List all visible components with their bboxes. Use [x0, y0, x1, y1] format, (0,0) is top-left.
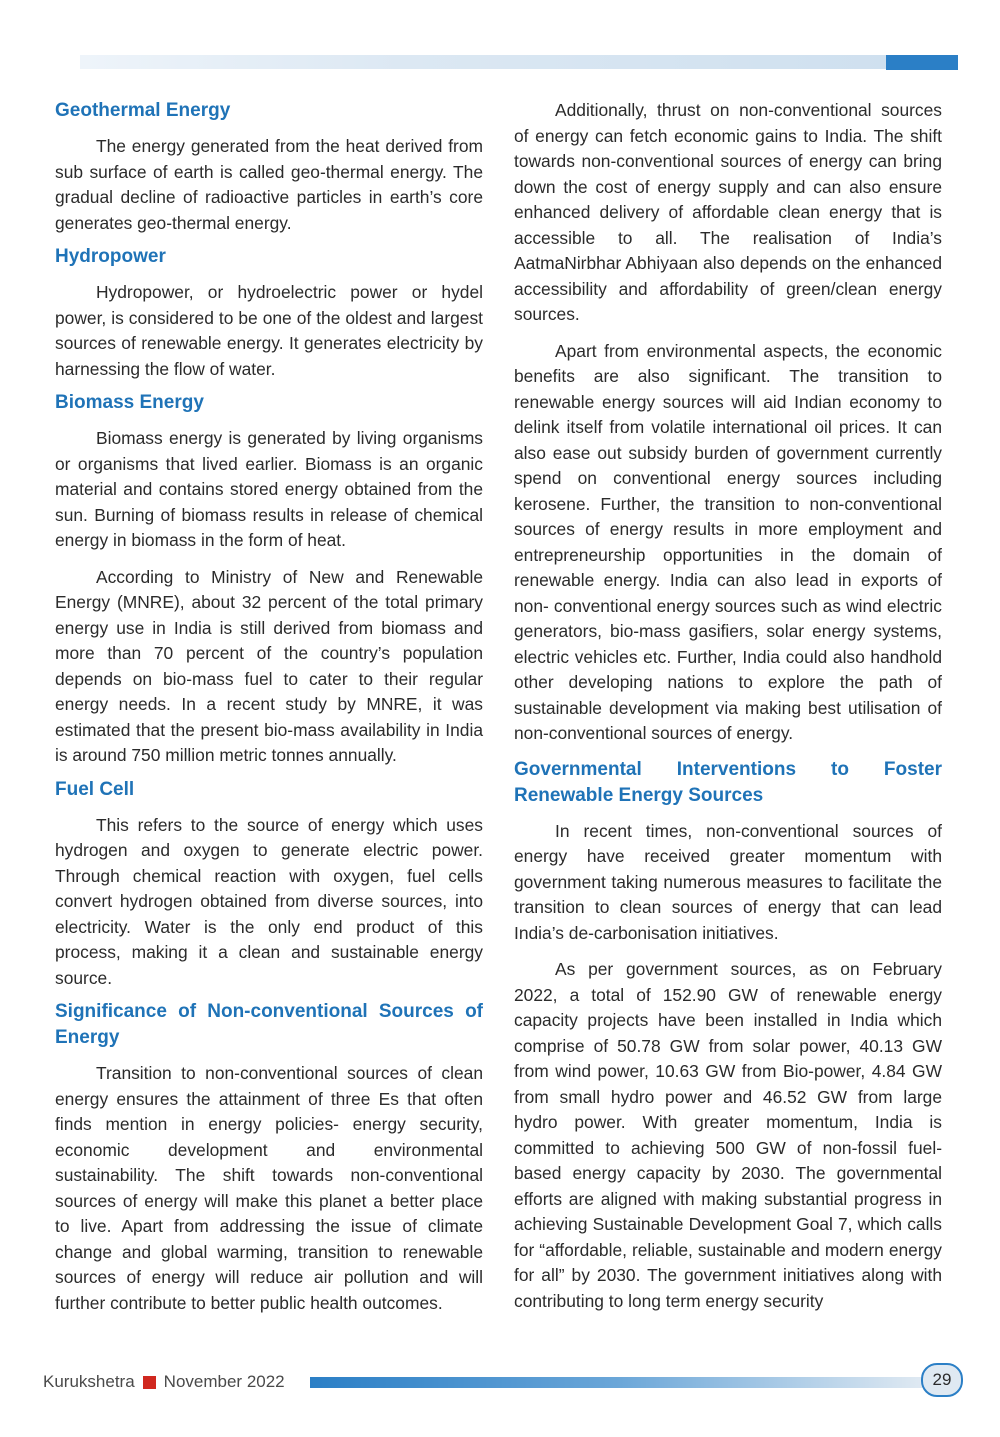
header-decorative-bar: [80, 55, 886, 69]
page-number-text: 29: [932, 1370, 952, 1389]
heading-gov-word-3: to: [831, 758, 849, 780]
header-accent-block: [886, 55, 958, 70]
heading-gov-line2: Renewable Energy Sources: [514, 784, 764, 806]
paragraph-as-per: As per government sources, as on February 2022, a total of 152.90 GW of renewable energy capacity projects have been installed in India which comprise of 50.78 GW from solar power, 40.13 GW from wind power, 10.63 GW from Bio-power, 4.84 GW from small hydro power and 46.52 GW from large hydro power. With greater momentum, India is committed to achieving 500 GW of non-fossil fuel-based energy capacity by 2030. The governmental efforts are aligned with making substantial progress in achieving Sustainable Development Goal 7, which calls for “affordable, reliable, sustainable and modern energy for all” by 2030. The government initiatives along with contributing to long term energy security: [514, 959, 942, 1311]
heading-gov-word-1: Governmental: [514, 758, 642, 780]
footer-decorative-bar: [310, 1377, 922, 1388]
paragraph-geothermal: The energy generated from the heat derived from sub surface of earth is called geo-thermal energy. The gradual decline of radioactive particles in earth’s core generates geo-thermal energy.: [55, 136, 483, 233]
heading-biomass: Biomass Energy: [55, 392, 204, 413]
left-column: [55, 98, 483, 1316]
paragraph-biomass-2: According to Ministry of New and Renewable Energy (MNRE), about 32 percent of the total primary energy use in India is still derived from biomass and more than 70 percent of the country’s population depends on bio-mass fuel to cater to their regular energy needs. In a recent study by MNRE, it was estimated that the present bio-mass availability in India is around 750 million metric tonnes annually.: [55, 566, 483, 765]
paragraph-hydropower: Hydropower, or hydroelectric power or hydel power, is considered to be one of the oldest and largest sources of renewable energy. It generates electricity by harnessing the flow of water.: [55, 282, 483, 379]
heading-significance-line1: Significance of Non-conventional Sources of: [55, 1001, 483, 1022]
footer-publication: [43, 1372, 285, 1392]
paragraph-biomass-1: Biomass energy is generated by living organisms or organisms that lived earlier. Biomass is an organic material and contains stored energy obtained from the sun. Burning of biomass results in release of chemical energy in biomass in the form of heat.: [55, 428, 483, 550]
paragraph-recent: In recent times, non-conventional sources of energy have received greater momentum with government taking numerous measures to facilitate the transition to clean sources of energy that can lead India’s de-carbonisation initiatives.: [514, 820, 942, 943]
heading-gov-word-2: Interventions: [676, 758, 797, 780]
heading-significance-line2: Energy: [55, 1027, 120, 1048]
heading-fuel-cell: Fuel Cell: [55, 778, 135, 800]
heading-hydropower: Hydropower: [55, 246, 166, 267]
paragraph-fuel-cell: This refers to the source of energy which uses hydrogen and oxygen to generate electric power. Through chemical reaction with oxygen, fuel cells convert hydrogen obtained from diverse sources, into electricity. Water is the only end product of this process, making it a clean and sustainable energy source.: [55, 814, 483, 988]
footer-magazine-name: Kurukshetra: [43, 1372, 135, 1391]
footer-square-icon: [143, 1376, 156, 1389]
paragraph-significance: Transition to non-conventional sources of clean energy ensures the attainment of three Es that often finds mention in energy policies- energy security, economic development and environmental sustainability. The shift towards non-conventional sources of energy will make this planet a better place to live. Apart from addressing the issue of climate change and global warming, transition to renewable sources of energy will reduce air pollution and will further contribute to better public health outcomes.: [55, 1063, 483, 1313]
paragraph-additionally: Additionally, thrust on non-conventional sources of energy can fetch economic gains to India. The shift towards non-conventional sources of energy can bring down the cost of energy supply and can also ensure enhanced delivery of affordable clean energy that is accessible to all. The realisation of India’s AatmaNirbhar Abhiyaan also depends on the enhanced accessibility and affordability of green/clean energy sources.: [514, 100, 942, 324]
paragraph-apart: Apart from environmental aspects, the economic benefits are also significant. The transition to renewable energy sources will aid Indian economy to delink itself from volatile international oil prices. It can also ease out subsidy burden of government currently spend on conventional energy sources including kerosene. Further, the transition to non-conventional sources of energy results in more employment and entrepreneurship opportunities in the domain of renewable energy. India can also lead in exports of non- conventional energy sources such as wind electric generators, bio-mass gasifiers, solar energy systems, electric vehicles etc. Further, India could also handhold other developing nations to explore the path of sustainable development via making best utilisation of non-conventional sources of energy.: [514, 340, 942, 743]
right-column: [514, 98, 942, 1314]
heading-gov-word-4: Foster: [883, 758, 942, 780]
heading-governmental-interventions: [514, 757, 942, 809]
heading-significance: [55, 999, 483, 1051]
heading-geothermal: Geothermal Energy: [55, 100, 231, 121]
footer-issue-date: November 2022: [163, 1372, 285, 1391]
heading-gov-line1: [514, 757, 942, 783]
page-number: [921, 1363, 963, 1397]
